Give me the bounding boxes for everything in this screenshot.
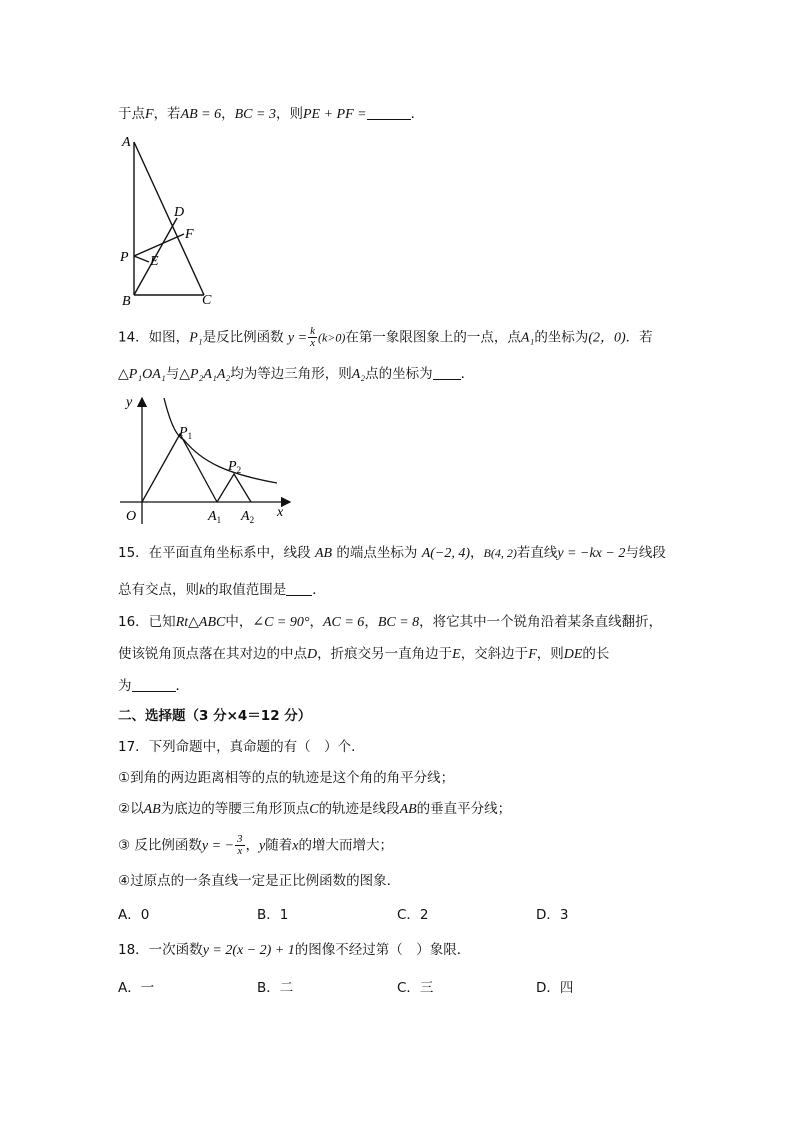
label-E: E — [150, 254, 159, 269]
label-C: C — [202, 293, 212, 308]
label-F: F — [185, 227, 194, 242]
axis-y-label: y — [126, 395, 133, 410]
label-D: D — [174, 205, 185, 220]
q17-stem: 17．下列命题中，真命题的有（ ）个． — [118, 739, 365, 755]
q16-line-2: 使该锐角顶点落在其对边的中点D，折痕交另一直角边于E，交斜边于F，则DE的长 — [118, 646, 610, 662]
q18-option-c[interactable]: C．三 — [397, 980, 434, 996]
q18-option-a[interactable]: A．一 — [118, 980, 155, 996]
q13-triangle-figure — [112, 128, 222, 310]
q17-option-a[interactable]: A．0 — [118, 907, 150, 923]
label-A1: $A_1$ — [208, 509, 222, 525]
q17-option-d[interactable]: D．3 — [536, 907, 569, 923]
answer-blank — [433, 365, 461, 380]
axis-x-label: x — [277, 505, 284, 520]
answer-blank — [367, 105, 411, 120]
fraction-k-over-x: $\frac{k}{x}$ — [310, 325, 315, 349]
q15-line-2: 总有交点，则k的取值范围是 ． — [118, 582, 326, 598]
q17-item-3: ③ 反比例函数y = − $\frac{3}{x}$ ，y随着x的增大而增大； — [118, 833, 393, 857]
origin-label: O — [126, 509, 137, 524]
q14-line-2: △P₁OA₁与△P₂A₁A₂均为等边三角形，则A₂点的坐标为 ． — [118, 366, 475, 382]
answer-blank — [286, 581, 312, 596]
q16-line-3: 为 ． — [118, 678, 189, 694]
q14-hyperbola-figure — [112, 392, 296, 528]
label-P: P — [120, 250, 129, 265]
q17-option-c[interactable]: C．2 — [397, 907, 429, 923]
q18-option-b[interactable]: B．二 — [257, 980, 294, 996]
label-B: B — [122, 294, 131, 309]
q16-line-1: 16．已知Rt△ABC中，∠C = 90°，AC = 6，BC = 8，将它其中一个锐角沿着某条直线翻折， — [118, 614, 663, 630]
q17-item-1: ①到角的两边距离相等的点的轨迹是这个角的角平分线； — [118, 770, 455, 786]
q17-item-4: ④过原点的一条直线一定是正比例函数的图象． — [118, 873, 401, 889]
q14-line-1: 14．如图，P₁是反比例函数 y = $\frac{k}{x}$ (k>0)在第一象限图象上的一点，点A₁的坐标为(2，0)．若 — [118, 325, 653, 349]
label-A2: $A_2$ — [241, 509, 255, 525]
section-heading: 二、选择题（3 分×4＝12 分） — [118, 708, 312, 724]
answer-blank — [132, 677, 176, 692]
q15-line-1: 15．在平面直角坐标系中，线段 AB 的端点坐标为 A(−2, 4)，B(4, 2)若直线y = −kx − 2与线段 — [118, 545, 666, 561]
q18-stem: 18．一次函数y = 2(x − 2) + 1的图像不经过第（ ）象限． — [118, 942, 471, 958]
q17-item-2: ②以AB为底边的等腰三角形顶点C的轨迹是线段AB的垂直平分线； — [118, 801, 512, 817]
label-P1: $P_1$ — [179, 425, 193, 441]
label-A: A — [122, 135, 131, 150]
q13-tail-line: 于点F，若AB = 6，BC = 3，则PE + PF = ． — [118, 106, 425, 122]
q18-option-d[interactable]: D．四 — [536, 980, 574, 996]
fraction-3-over-x: $\frac{3}{x}$ — [237, 833, 243, 857]
q17-option-b[interactable]: B．1 — [257, 907, 289, 923]
label-P2: $P_2$ — [228, 459, 242, 475]
